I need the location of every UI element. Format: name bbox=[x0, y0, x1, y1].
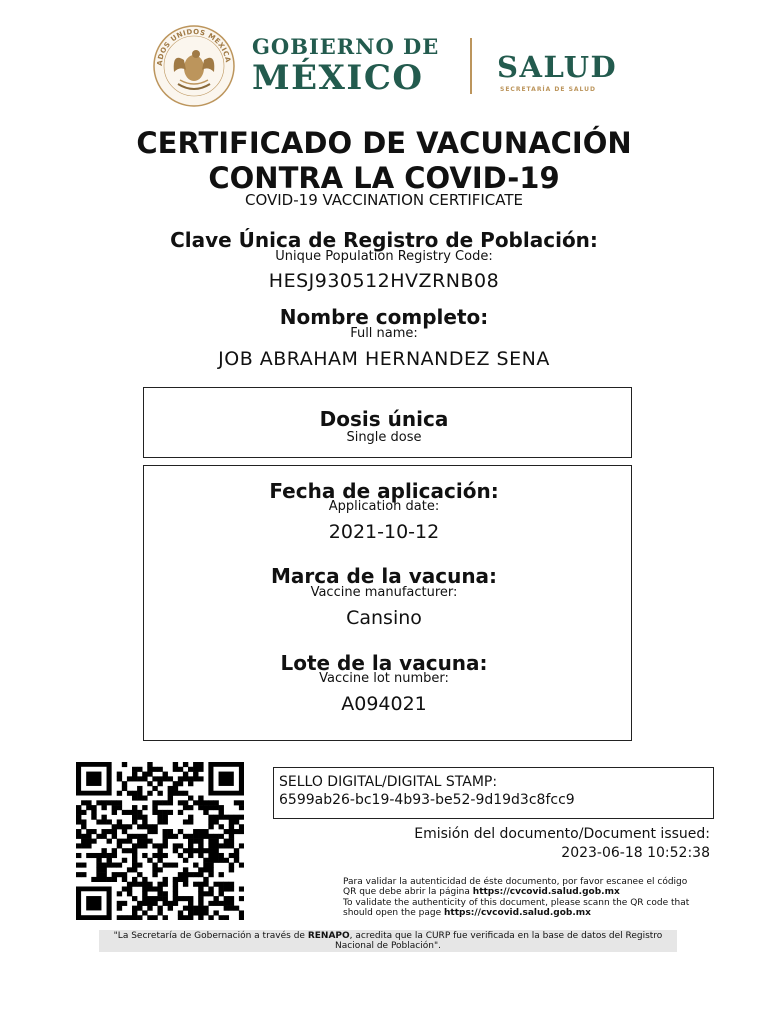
government-name-line2: MÉXICO bbox=[252, 58, 424, 98]
validation-note-english bbox=[343, 898, 703, 918]
validation-url-link[interactable]: https://cvcovid.salud.gob.mx bbox=[472, 887, 620, 897]
vaccine-lot-value: A094021 bbox=[341, 693, 427, 715]
qr-code[interactable] bbox=[76, 762, 244, 920]
renapo-verification-note bbox=[99, 930, 677, 952]
government-name-line1: GOBIERNO DE bbox=[252, 34, 440, 59]
renapo-suffix: , acredita que la CURP fue verificada en la base de datos del Registro Nacional de Población". bbox=[335, 931, 663, 951]
certificate-title-line2: CONTRA LA COVID-19 bbox=[208, 161, 560, 195]
mexico-coat-of-arms-seal bbox=[150, 24, 238, 108]
validation-url-link-english[interactable]: https://cvcovid.salud.gob.mx bbox=[443, 908, 591, 918]
certificate-title-english: COVID-19 VACCINATION CERTIFICATE bbox=[244, 191, 524, 209]
curp-label-english: Unique Population Registry Code: bbox=[275, 249, 493, 264]
curp-value: HESJ930512HVZRNB08 bbox=[268, 270, 500, 292]
dose-label-english: Single dose bbox=[346, 430, 422, 445]
vaccine-lot-label-english: Vaccine lot number: bbox=[319, 671, 449, 686]
validation-text-english: To validate the authenticity of this document, please scann the QR code that should open the page bbox=[343, 898, 690, 918]
digital-stamp-value: 6599ab26-bc19-4b93-be52-9d19d3c8fcc9 bbox=[279, 792, 575, 808]
vaccine-brand-value: Cansino bbox=[346, 607, 422, 629]
certificate-title-line1: CERTIFICADO DE VACUNACIÓN bbox=[136, 126, 632, 160]
header-divider bbox=[470, 38, 472, 94]
curp-label: Clave Única de Registro de Población: bbox=[170, 228, 598, 252]
agency-subtitle: SECRETARÍA DE SALUD bbox=[500, 86, 596, 93]
application-date-label: Fecha de aplicación: bbox=[269, 479, 499, 503]
qr-code-image bbox=[76, 762, 244, 920]
renapo-prefix: "La Secretaría de Gobernación a través de bbox=[113, 931, 308, 941]
validation-text-spanish: Para validar la autenticidad de éste documento, por favor escanee el código QR que debe abrir la página bbox=[343, 877, 688, 897]
vaccine-brand-label: Marca de la vacuna: bbox=[270, 564, 498, 588]
vaccine-brand-label-english: Vaccine manufacturer: bbox=[310, 585, 458, 600]
issued-label: Emisión del documento/Document issued: bbox=[414, 826, 710, 842]
application-date-label-english: Application date: bbox=[328, 499, 440, 514]
dose-label: Dosis única bbox=[319, 407, 449, 431]
validation-note-spanish bbox=[343, 877, 703, 897]
issued-value: 2023-06-18 10:52:38 bbox=[561, 845, 710, 861]
seal-text: ADOS UNIDOS MEXICA bbox=[155, 27, 232, 67]
vaccine-lot-label: Lote de la vacuna: bbox=[280, 651, 488, 675]
digital-stamp-label: SELLO DIGITAL/DIGITAL STAMP: bbox=[279, 774, 498, 790]
application-date-value: 2021-10-12 bbox=[328, 521, 440, 543]
renapo-name: RENAPO bbox=[307, 931, 350, 941]
full-name-label-english: Full name: bbox=[350, 326, 418, 341]
agency-name: SALUD bbox=[497, 50, 618, 84]
full-name-label: Nombre completo: bbox=[279, 305, 489, 329]
full-name-value: JOB ABRAHAM HERNANDEZ SENA bbox=[218, 348, 550, 370]
